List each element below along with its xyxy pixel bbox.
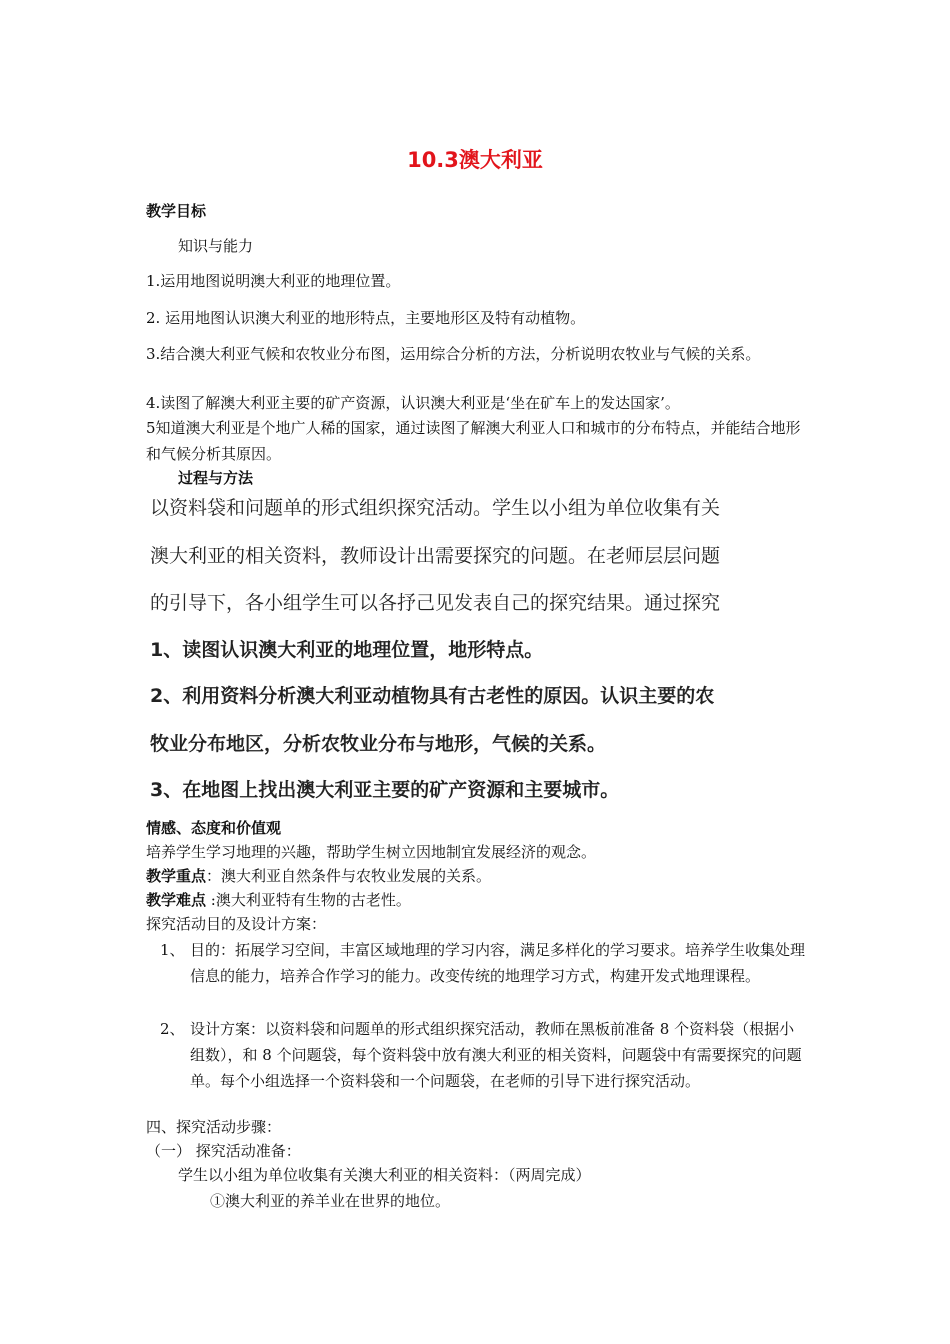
objective-item-5: 5知道澳大利亚是个地广人稀的国家，通过读图了解澳大利亚人口和城市的分布特点，并能结合地形和气候分析其原因。 <box>146 419 801 463</box>
activity-item-2-text: 设计方案：以资料袋和问题单的形式组织探究活动，教师在黑板前准备 8 个资料袋（根据小组数），和 8 个问题袋，每个资料袋中放有澳大利亚的相关资料，问题袋中有需要探究的问题单。每个小组选择一个资料袋和一个问题袋，在老师的引导下进行探究活动。 <box>190 1020 802 1090</box>
process-line-1: 以资料袋和问题单的形式组织探究活动。学生以小组为单位收集有关 <box>150 497 721 519</box>
objective-item-4: 4.读图了解澳大利亚主要的矿产资源，认识澳大利亚是‘坐在矿车上的发达国家’。 <box>146 394 680 412</box>
key-point-label: 教学重点 <box>146 867 207 885</box>
activity-item-1-num: 1、 <box>160 941 185 959</box>
difficulty-text: :澳大利亚特有生物的古老性。 <box>206 891 411 909</box>
key-point-text: ：澳大利亚自然条件与农牧业发展的关系。 <box>206 867 492 885</box>
process-bold-line-1: 1、读图认识澳大利亚的地理位置，地形特点。 <box>150 639 544 661</box>
key-point <box>146 866 491 886</box>
steps-intro: 学生以小组为单位收集有关澳大利亚的相关资料：（两周完成） <box>178 1166 591 1184</box>
steps-item-1: ①澳大利亚的养羊业在世界的地位。 <box>210 1192 451 1210</box>
process-bold-line-3: 牧业分布地区，分析农牧业分布与地形，气候的关系。 <box>150 733 607 755</box>
steps-subheading: （一） 探究活动准备： <box>146 1142 301 1160</box>
process-bold-line-2: 2、利用资料分析澳大利亚动植物具有古老性的原因。认识主要的农 <box>150 685 715 707</box>
attitude-heading: 情感、态度和价值观 <box>146 819 282 837</box>
difficulty-label: 教学难点 <box>146 891 207 909</box>
activity-heading: 探究活动目的及设计方案： <box>146 915 327 933</box>
process-line-2: 澳大利亚的相关资料，教师设计出需要探究的问题。在老师层层问题 <box>150 545 721 567</box>
objective-item-2: 2. 运用地图认识澳大利亚的地形特点，主要地形区及特有动植物。 <box>146 309 586 327</box>
process-line-3: 的引导下，各小组学生可以各抒己见发表自己的探究结果。通过探究 <box>150 592 721 614</box>
knowledge-heading: 知识与能力 <box>178 237 254 255</box>
process-bold-line-4: 3、在地图上找出澳大利亚主要的矿产资源和主要城市。 <box>150 779 620 801</box>
objectives-heading: 教学目标 <box>146 202 207 220</box>
attitude-text: 培养学生学习地理的兴趣，帮助学生树立因地制宜发展经济的观念。 <box>146 843 597 861</box>
activity-item-1-text: 目的：拓展学习空间，丰富区域地理的学习内容，满足多样化的学习要求。培养学生收集处理信息的能力，培养合作学习的能力。改变传统的地理学习方式，构建开发式地理课程。 <box>190 941 806 985</box>
process-heading: 过程与方法 <box>178 469 254 487</box>
activity-item-2-num: 2、 <box>160 1020 185 1038</box>
difficulty <box>146 890 411 910</box>
steps-heading: 四、探究活动步骤： <box>146 1118 282 1136</box>
objective-item-1: 1.运用地图说明澳大利亚的地理位置。 <box>146 272 401 290</box>
page-title: 10.3澳大利亚 <box>407 148 543 172</box>
objective-item-3: 3.结合澳大利亚气候和农牧业分布图，运用综合分析的方法，分析说明农牧业与气候的关系。 <box>146 345 761 363</box>
